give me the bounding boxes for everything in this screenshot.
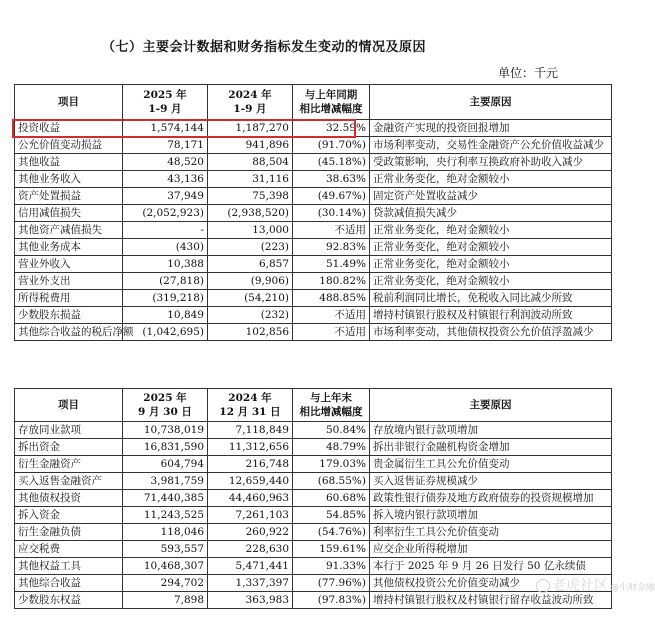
row-reason: 正常业务变化，绝对金额较小 bbox=[370, 273, 612, 290]
table-row bbox=[15, 273, 612, 290]
row-reason: 应交企业所得税增加 bbox=[370, 541, 612, 558]
row-item: 其他资产减值损失 bbox=[15, 222, 123, 239]
row-reason: 正常业务变化，绝对金额较小 bbox=[370, 222, 612, 239]
row-item: 其他业务成本 bbox=[15, 239, 123, 256]
balance-changes-table bbox=[14, 388, 612, 609]
table-row bbox=[15, 456, 612, 473]
row-change: (91.70%) bbox=[293, 137, 370, 154]
row-value-2024: (9,906) bbox=[208, 273, 293, 290]
table1-header-row bbox=[15, 85, 612, 120]
row-value-2025: 118,046 bbox=[123, 524, 208, 541]
row-value-2025: 48,520 bbox=[123, 154, 208, 171]
table-row bbox=[15, 592, 612, 609]
row-reason: 其他债权投资公允价值变动减少 bbox=[370, 575, 612, 592]
table-row bbox=[15, 558, 612, 575]
row-change: (30.14%) bbox=[293, 205, 370, 222]
row-value-2024: 228,630 bbox=[208, 541, 293, 558]
row-item: 所得税费用 bbox=[15, 290, 123, 307]
row-item: 衍生金融负债 bbox=[15, 524, 123, 541]
row-value-2024: 7,118,849 bbox=[208, 422, 293, 439]
table-row bbox=[15, 324, 612, 341]
row-value-2024: 216,748 bbox=[208, 456, 293, 473]
row-value-2024: 75,398 bbox=[208, 188, 293, 205]
row-item: 拆出资金 bbox=[15, 439, 123, 456]
unit-label: 单位：千元 bbox=[497, 66, 558, 80]
row-value-2025: (2,052,923) bbox=[123, 205, 208, 222]
row-reason: 受政策影响，央行利率互换政府补助收入减少 bbox=[370, 154, 612, 171]
row-change: 不适用 bbox=[293, 307, 370, 324]
header-item: 项目 bbox=[15, 389, 123, 422]
watermark-brand: 老虎社区 bbox=[552, 578, 608, 594]
row-item: 衍生金融资产 bbox=[15, 456, 123, 473]
table-row bbox=[15, 575, 612, 592]
highlight-box bbox=[12, 119, 356, 138]
row-reason: 买入返售证券规模减少 bbox=[370, 473, 612, 490]
table-row bbox=[15, 256, 612, 273]
header-reason: 主要原因 bbox=[370, 389, 612, 422]
row-value-2025: 71,440,385 bbox=[123, 490, 208, 507]
row-change: (45.18%) bbox=[293, 154, 370, 171]
header-change: 与上年末 相比增减幅度 bbox=[293, 389, 370, 422]
row-item: 营业外收入 bbox=[15, 256, 123, 273]
row-value-2025: (1,042,695) bbox=[123, 324, 208, 341]
row-value-2024: 1,337,397 bbox=[208, 575, 293, 592]
row-item: 公允价值变动损益 bbox=[15, 137, 123, 154]
header-item: 项目 bbox=[15, 85, 123, 120]
row-change: 不适用 bbox=[293, 324, 370, 341]
row-change: 50.84% bbox=[293, 422, 370, 439]
table-row bbox=[15, 307, 612, 324]
table-row bbox=[15, 290, 612, 307]
row-value-2025: 37,949 bbox=[123, 188, 208, 205]
row-change: 179.03% bbox=[293, 456, 370, 473]
table-row bbox=[15, 171, 612, 188]
row-value-2025: 10,738,019 bbox=[123, 422, 208, 439]
row-item: 拆入资金 bbox=[15, 507, 123, 524]
row-value-2024: 11,312,656 bbox=[208, 439, 293, 456]
row-change: 60.68% bbox=[293, 490, 370, 507]
row-item: 其他债权投资 bbox=[15, 490, 123, 507]
table-row bbox=[15, 205, 612, 222]
row-change: 488.85% bbox=[293, 290, 370, 307]
header-change: 与上年同期 相比增减幅度 bbox=[293, 85, 370, 120]
row-change: 不适用 bbox=[293, 222, 370, 239]
row-change: (49.67%) bbox=[293, 188, 370, 205]
tiger-logo-icon bbox=[536, 579, 550, 593]
row-value-2024: 1,187,270 bbox=[208, 120, 293, 137]
row-item: 应交税费 bbox=[15, 541, 123, 558]
row-change: 54.85% bbox=[293, 507, 370, 524]
table-row bbox=[15, 422, 612, 439]
row-change: (54.76%) bbox=[293, 524, 370, 541]
row-change: 32.59% bbox=[293, 120, 370, 137]
section-title: （七）主要会计数据和财务指标发生变动的情况及原因 bbox=[102, 40, 427, 55]
row-item: 资产处置损益 bbox=[15, 188, 123, 205]
row-value-2025: 7,898 bbox=[123, 592, 208, 609]
row-change: (97.83%) bbox=[293, 592, 370, 609]
row-change: 180.82% bbox=[293, 273, 370, 290]
row-value-2025: 294,702 bbox=[123, 575, 208, 592]
row-reason: 金融资产实现的投资回报增加 bbox=[370, 120, 612, 137]
row-value-2024: 941,896 bbox=[208, 137, 293, 154]
row-value-2024: 102,856 bbox=[208, 324, 293, 341]
row-change: 159.61% bbox=[293, 541, 370, 558]
table-row bbox=[15, 137, 612, 154]
row-value-2025: (430) bbox=[123, 239, 208, 256]
table-row bbox=[15, 507, 612, 524]
row-value-2024: (54,210) bbox=[208, 290, 293, 307]
row-reason: 市场利率变动，其他债权投资公允价值浮盈减少 bbox=[370, 324, 612, 341]
row-change: 51.49% bbox=[293, 256, 370, 273]
row-value-2025: 78,171 bbox=[123, 137, 208, 154]
row-reason: 增持村镇银行股权及村镇银行利润波动所致 bbox=[370, 307, 612, 324]
table-row bbox=[15, 222, 612, 239]
row-reason: 贷款减值损失减少 bbox=[370, 205, 612, 222]
row-value-2024: 44,460,963 bbox=[208, 490, 293, 507]
table-row bbox=[15, 524, 612, 541]
row-item: 投资收益 bbox=[15, 120, 123, 137]
row-value-2024: 6,857 bbox=[208, 256, 293, 273]
row-reason: 利率衍生工具公允价值变动 bbox=[370, 524, 612, 541]
header-2025: 2025 年 9 月 30 日 bbox=[123, 389, 208, 422]
row-reason: 增持村镇银行股权及村镇银行留存收益波动所致 bbox=[370, 592, 612, 609]
row-value-2024: 88,504 bbox=[208, 154, 293, 171]
row-value-2025: 16,831,590 bbox=[123, 439, 208, 456]
row-reason: 存放境内银行款项增加 bbox=[370, 422, 612, 439]
row-value-2024: 260,922 bbox=[208, 524, 293, 541]
row-reason: 拆入境内银行款项增加 bbox=[370, 507, 612, 524]
row-reason: 正常业务变化，绝对金额较小 bbox=[370, 171, 612, 188]
row-reason: 贵金属衍生工具公允价值变动 bbox=[370, 456, 612, 473]
row-value-2025: 593,557 bbox=[123, 541, 208, 558]
row-value-2025: - bbox=[123, 222, 208, 239]
watermark bbox=[536, 575, 655, 595]
row-reason: 税前利润同比增长，免税收入同比减少所致 bbox=[370, 290, 612, 307]
row-item: 信用减值损失 bbox=[15, 205, 123, 222]
row-item: 其他权益工具 bbox=[15, 558, 123, 575]
row-value-2025: 3,981,759 bbox=[123, 473, 208, 490]
row-change: 92.83% bbox=[293, 239, 370, 256]
row-value-2025: 604,794 bbox=[123, 456, 208, 473]
watermark-sub: @小财金融 bbox=[610, 583, 655, 593]
row-value-2024: 12,659,440 bbox=[208, 473, 293, 490]
header-reason: 主要原因 bbox=[370, 85, 612, 120]
row-item: 其他业务收入 bbox=[15, 171, 123, 188]
row-change: 38.63% bbox=[293, 171, 370, 188]
row-reason: 固定资产处置收益减少 bbox=[370, 188, 612, 205]
row-value-2025: 11,243,525 bbox=[123, 507, 208, 524]
table-row bbox=[15, 239, 612, 256]
table-row bbox=[15, 439, 612, 456]
header-2025: 2025 年 1-9 月 bbox=[123, 85, 208, 120]
row-item: 买入返售金融资产 bbox=[15, 473, 123, 490]
row-value-2024: 31,116 bbox=[208, 171, 293, 188]
row-reason: 本行于 2025 年 9 月 26 日发行 50 亿永续债 bbox=[370, 558, 612, 575]
row-value-2024: (223) bbox=[208, 239, 293, 256]
row-value-2025: 10,388 bbox=[123, 256, 208, 273]
row-value-2025: 43,136 bbox=[123, 171, 208, 188]
table-row bbox=[15, 188, 612, 205]
row-reason: 正常业务变化，绝对金额较小 bbox=[370, 256, 612, 273]
row-value-2025: 1,574,144 bbox=[123, 120, 208, 137]
row-value-2025: (319,218) bbox=[123, 290, 208, 307]
row-value-2024: (232) bbox=[208, 307, 293, 324]
row-change: (77.96%) bbox=[293, 575, 370, 592]
row-value-2024: 13,000 bbox=[208, 222, 293, 239]
table-row bbox=[15, 154, 612, 171]
row-reason: 政策性银行债券及地方政府债券的投资规模增加 bbox=[370, 490, 612, 507]
header-2024: 2024 年 1-9 月 bbox=[208, 85, 293, 120]
row-item: 存放同业款项 bbox=[15, 422, 123, 439]
row-reason: 拆出非银行金融机构资金增加 bbox=[370, 439, 612, 456]
row-value-2025: 10,849 bbox=[123, 307, 208, 324]
row-reason: 正常业务变化，绝对金额较小 bbox=[370, 239, 612, 256]
row-item: 其他收益 bbox=[15, 154, 123, 171]
table-row bbox=[15, 541, 612, 558]
row-value-2024: 363,983 bbox=[208, 592, 293, 609]
row-change: 91.33% bbox=[293, 558, 370, 575]
table-row bbox=[15, 490, 612, 507]
row-item: 营业外支出 bbox=[15, 273, 123, 290]
row-change: 48.79% bbox=[293, 439, 370, 456]
table2-header-row bbox=[15, 389, 612, 422]
row-value-2024: (2,938,520) bbox=[208, 205, 293, 222]
row-item: 其他综合收益 bbox=[15, 575, 123, 592]
row-value-2025: 10,468,307 bbox=[123, 558, 208, 575]
table-row bbox=[15, 473, 612, 490]
row-reason: 市场利率变动，交易性金融资产公允价值收益减少 bbox=[370, 137, 612, 154]
row-value-2025: (27,818) bbox=[123, 273, 208, 290]
row-value-2024: 5,471,441 bbox=[208, 558, 293, 575]
row-item: 少数股东权益 bbox=[15, 592, 123, 609]
row-item: 少数股东损益 bbox=[15, 307, 123, 324]
row-change: (68.55%) bbox=[293, 473, 370, 490]
row-item: 其他综合收益的税后净额 bbox=[15, 324, 123, 341]
header-2024: 2024 年 12 月 31 日 bbox=[208, 389, 293, 422]
row-value-2024: 7,261,103 bbox=[208, 507, 293, 524]
